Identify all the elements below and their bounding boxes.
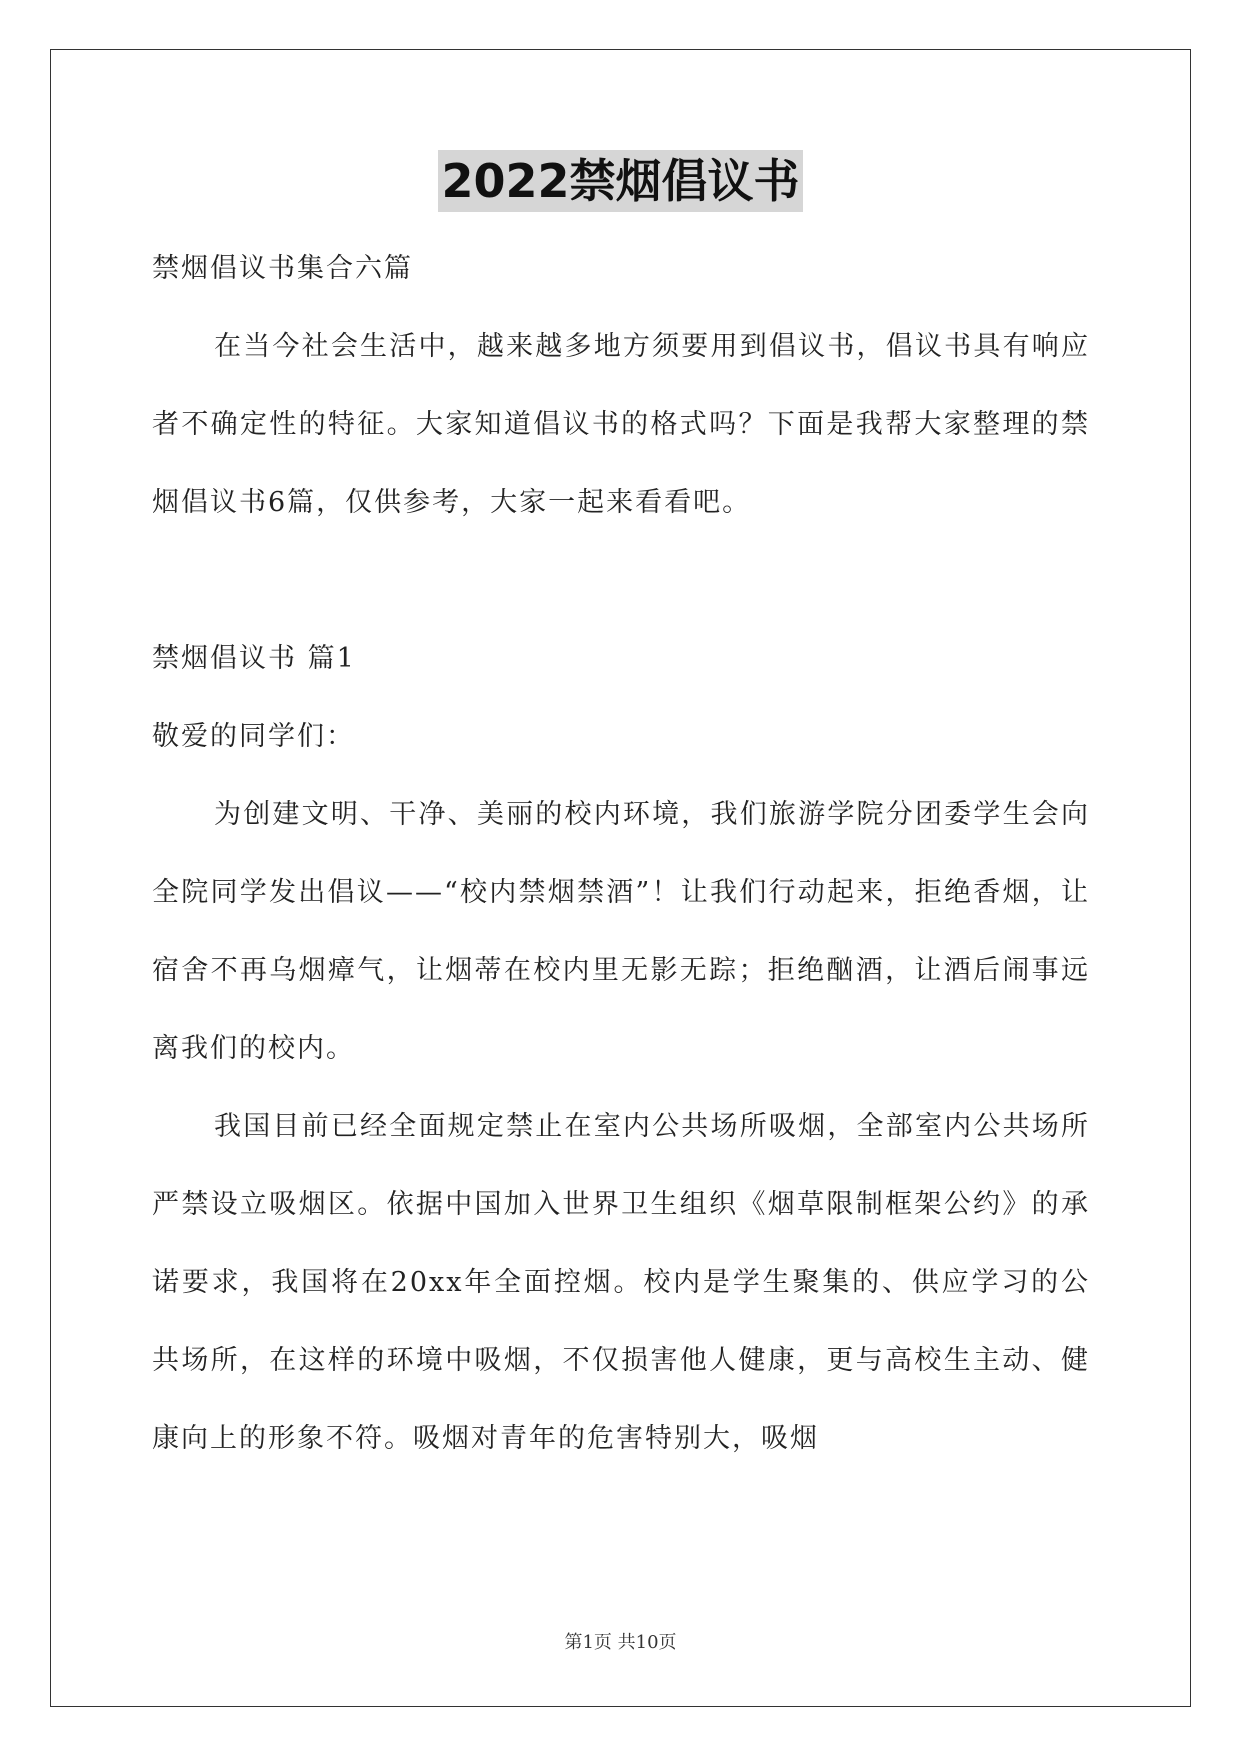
document-title: 2022禁烟倡议书 xyxy=(438,150,802,212)
body-paragraph: 为创建文明、干净、美丽的校内环境，我们旅游学院分团委学生会向全院同学发出倡议——“校内禁烟禁酒”！让我们行动起来，拒绝香烟，让宿舍不再乌烟瘴气，让烟蒂在校内里无影无踪；拒绝酗酒，让酒后闹事远离我们的校内。 xyxy=(152,799,1090,1064)
body-paragraph: 我国目前已经全面规定禁止在室内公共场所吸烟，全部室内公共场所严禁设立吸烟区。依据中国加入世界卫生组织《烟草限制框架公约》的承诺要求，我国将在20xx年全面控烟。校内是学生聚集的、供应学习的公共场所，在这样的环境中吸烟，不仅损害他人健康，更与高校生主动、健康向上的形象不符。吸烟对青年的危害特别大，吸烟 xyxy=(152,1111,1090,1454)
section-heading: 禁烟倡议书 篇1 xyxy=(152,643,356,674)
document-body xyxy=(152,230,1090,1478)
salutation: 敬爱的同学们： xyxy=(152,721,355,752)
title-container xyxy=(0,150,1241,212)
document-subtitle: 禁烟倡议书集合六篇 xyxy=(152,253,413,284)
intro-paragraph: 在当今社会生活中，越来越多地方须要用到倡议书，倡议书具有响应者不确定性的特征。大家知道倡议书的格式吗？下面是我帮大家整理的禁烟倡议书6篇，仅供参考，大家一起来看看吧。 xyxy=(152,331,1090,518)
page-number-footer: 第1页 共10页 xyxy=(564,1632,677,1653)
spacer xyxy=(152,542,1090,620)
